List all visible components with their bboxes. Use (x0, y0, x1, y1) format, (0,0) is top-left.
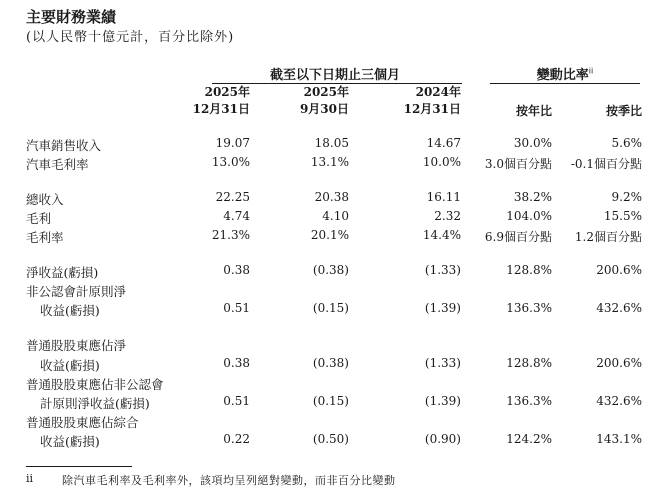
row-label: 收益(虧損) (40, 303, 100, 318)
cell-value: 4.74 (223, 209, 250, 223)
table-row (0, 375, 660, 393)
cell-value: 9.2% (611, 190, 642, 204)
cell-value: 104.0% (506, 209, 552, 223)
cell-value: (0.15) (312, 301, 349, 315)
change-group-heading (490, 64, 640, 83)
cell-value: 200.6% (596, 356, 642, 370)
cell-value: 2.32 (434, 209, 461, 223)
cell-value: 18.05 (314, 136, 349, 150)
cell-value: 5.6% (611, 136, 642, 150)
cell-value: 20.1% (310, 228, 349, 242)
cell-value: -0.1個百分點 (570, 157, 642, 171)
cell-value: 1.2個百分點 (574, 230, 642, 244)
cell-value: 13.1% (310, 155, 349, 169)
col-head-qoq: 按季比 (605, 104, 642, 118)
cell-value: (1.39) (424, 394, 461, 408)
cell-value: 200.6% (596, 263, 642, 277)
col-year: 2024年 (415, 85, 461, 99)
col-head-yoy: 按年比 (515, 104, 552, 118)
page-subtitle: (以人民幣十億元計，百分比除外) (26, 30, 235, 45)
cell-value: 15.5% (603, 209, 642, 223)
cell-value: (0.15) (312, 394, 349, 408)
footnote-rule (26, 466, 132, 467)
row-label: 毛利率 (26, 230, 64, 245)
table-row (0, 190, 660, 208)
table-row (0, 432, 660, 450)
cell-value: 143.1% (596, 432, 642, 446)
cell-value: 19.07 (215, 136, 250, 150)
table-row (0, 155, 660, 173)
cell-value: (0.90) (424, 432, 461, 446)
page-title: 主要財務業績 (26, 8, 117, 26)
col-head-q3-2025 (300, 84, 349, 118)
row-label: 收益(虧損) (40, 434, 100, 449)
table-row (0, 356, 660, 374)
row-label: 淨收益(虧損) (26, 265, 99, 280)
table-row (0, 228, 660, 246)
cell-value: 21.3% (211, 228, 250, 242)
row-label: 汽車銷售收入 (26, 138, 102, 153)
cell-value: (1.39) (424, 301, 461, 315)
cell-value: 14.67 (426, 136, 461, 150)
cell-value: 13.0% (211, 155, 250, 169)
cell-value: 3.0個百分點 (484, 157, 552, 171)
change-note-mark: ii (588, 66, 594, 76)
table-row (0, 394, 660, 412)
cell-value: 136.3% (506, 301, 552, 315)
period-group-label: 截至以下日期止三個月 (269, 68, 400, 83)
cell-value: 432.6% (596, 394, 642, 408)
cell-value: 6.9個百分點 (484, 230, 552, 244)
cell-value: (1.33) (424, 263, 461, 277)
table-row (0, 136, 660, 154)
cell-value: 432.6% (596, 301, 642, 315)
cell-value: (0.38) (312, 263, 349, 277)
cell-value: 16.11 (426, 190, 461, 204)
table-row (0, 282, 660, 300)
cell-value: 22.25 (215, 190, 250, 204)
footnote-text: 除汽車毛利率及毛利率外，該項均呈列絕對變動，而非百分比變動 (62, 474, 396, 487)
change-group-label: 變動比率 (536, 68, 589, 83)
cell-value: (0.38) (312, 356, 349, 370)
cell-value: 136.3% (506, 394, 552, 408)
cell-value: 10.0% (422, 155, 461, 169)
col-year: 2025年 (303, 85, 349, 99)
col-date: 9月30日 (299, 102, 349, 116)
row-label: 普通股股東應佔綜合 (26, 415, 139, 430)
cell-value: 124.2% (506, 432, 552, 446)
cell-value: (0.50) (312, 432, 349, 446)
period-group-heading (205, 64, 465, 83)
cell-value: 0.38 (223, 263, 250, 277)
cell-value: 14.4% (422, 228, 461, 242)
cell-value: 30.0% (513, 136, 552, 150)
cell-value: (1.33) (424, 356, 461, 370)
cell-value: 4.10 (322, 209, 349, 223)
cell-value: 0.51 (223, 394, 250, 408)
table-row (0, 301, 660, 319)
footnote-mark: ii (26, 472, 34, 485)
row-label: 普通股股東應佔淨 (26, 338, 127, 353)
table-row (0, 263, 660, 281)
change-group-underline (490, 83, 640, 84)
col-date: 12月31日 (403, 102, 461, 116)
col-head-q4-2024 (404, 84, 461, 118)
table-row (0, 336, 660, 354)
cell-value: 0.22 (223, 432, 250, 446)
col-year: 2025年 (204, 85, 250, 99)
row-label: 收益(虧損) (40, 358, 100, 373)
cell-value: 0.51 (223, 301, 250, 315)
table-row (0, 413, 660, 431)
cell-value: 128.8% (506, 356, 552, 370)
table-row (0, 209, 660, 227)
col-head-q4-2025 (193, 84, 250, 118)
cell-value: 0.38 (223, 356, 250, 370)
cell-value: 20.38 (314, 190, 349, 204)
row-label: 汽車毛利率 (26, 157, 89, 172)
row-label: 計原則淨收益(虧損) (40, 396, 150, 411)
row-label: 普通股股東應佔非公認會 (26, 377, 164, 392)
row-label: 毛利 (26, 211, 52, 226)
row-label: 非公認會計原則淨 (26, 284, 127, 299)
cell-value: 128.8% (506, 263, 552, 277)
row-label: 總收入 (26, 192, 64, 207)
col-date: 12月31日 (192, 102, 250, 116)
cell-value: 38.2% (513, 190, 552, 204)
